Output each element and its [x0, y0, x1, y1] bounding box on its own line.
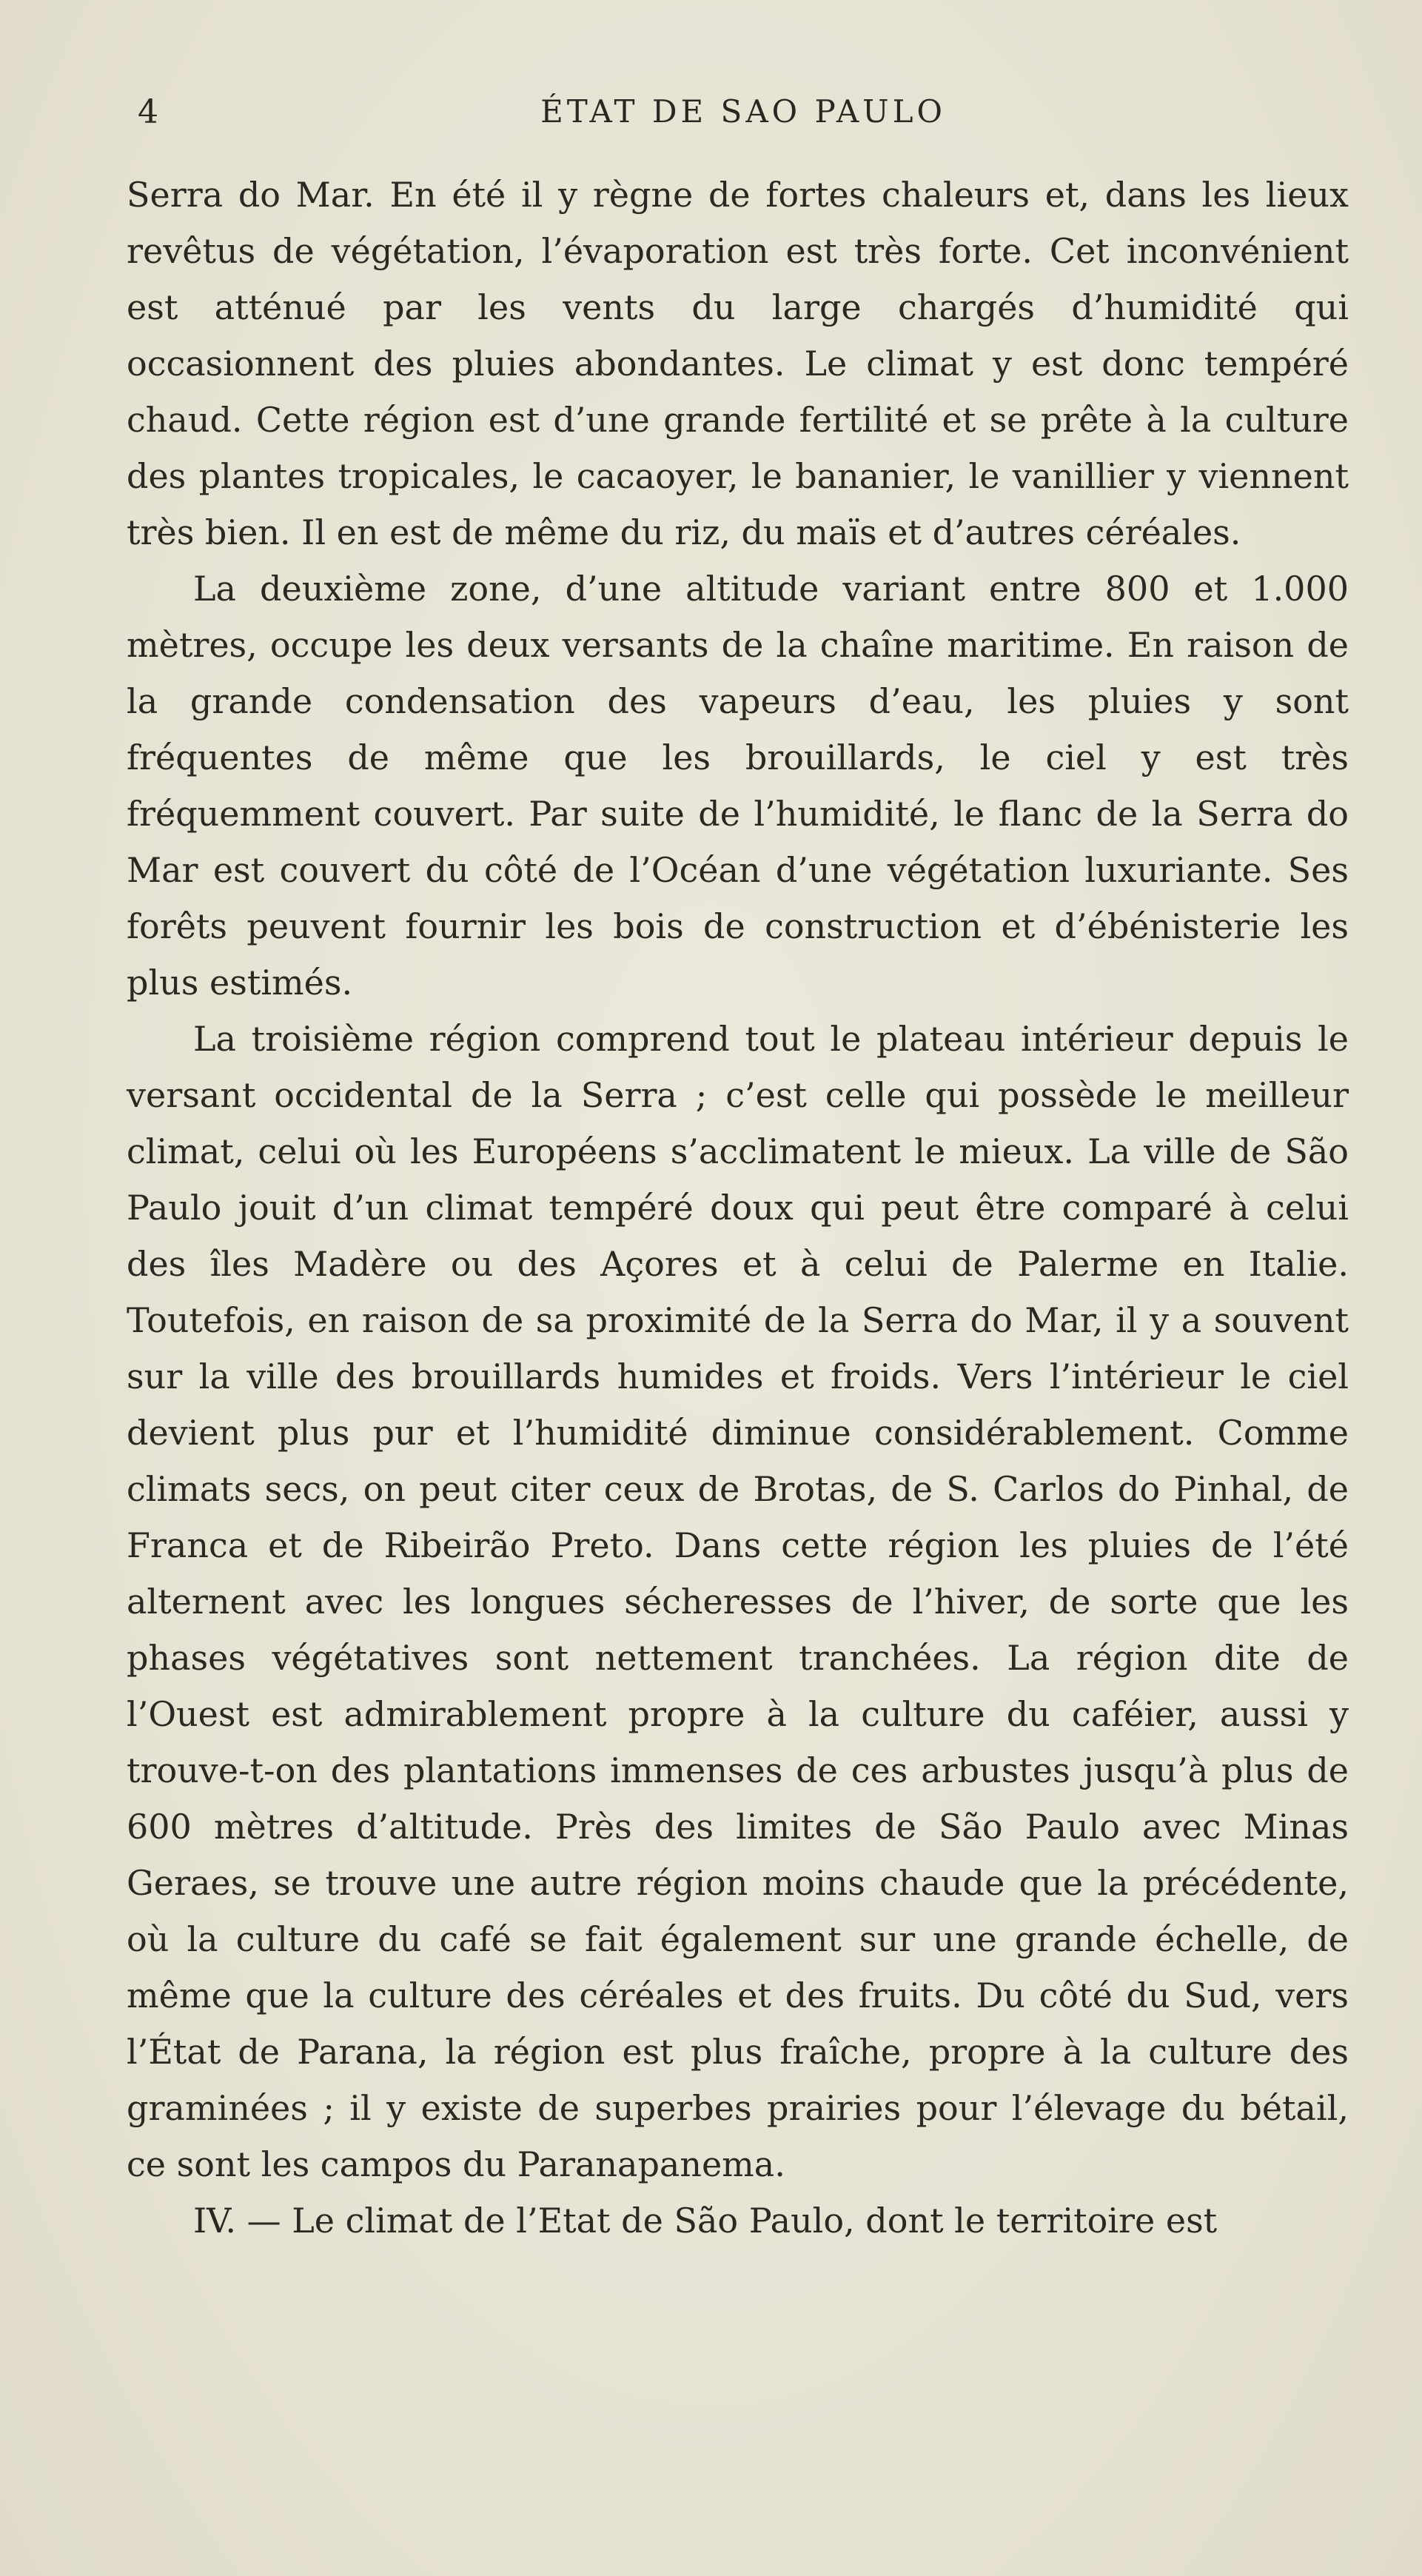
paragraph-1: Serra do Mar. En été il y règne de fortes chaleurs et, dans les lieux revêtus de végétation, l’évaporation est très forte. Cet inconvénient est atténué par les vents du large chargés d’humidité qui occasionnent des pluies abondantes. Le climat y est donc tempéré chaud. Cette région est d’une grande fertilité et se prête à la culture des plantes tropicales, le cacaoyer, le bananier, le vanillier y viennent très bien. Il en est de même du riz, du maïs et d’autres céréales.	[127, 175, 1349, 552]
page-header	[138, 87, 1349, 147]
paragraph-3: La troisième région comprend tout le plateau intérieur depuis le versant occidental de la Serra ; c’est celle qui possède le meilleur climat, celui où les Européens s’acclimatent le mieux. La ville de São Paulo jouit d’un climat tempéré doux qui peut être comparé à celui des îles Madère ou des Açores et à celui de Palerme en Italie. Toutefois, en raison de sa proximité de la Serra do Mar, il y a souvent sur la ville des brouillards humides et froids. Vers l’intérieur le ciel devient plus pur et l’humidité diminue considérablement. Comme climats secs, on peut citer ceux de Brotas, de S. Carlos do Pinhal, de Franca et de Ribeirão Preto. Dans cette région les pluies de l’été alternent avec les longues sécheresses de l’hiver, de sorte que les phases végétatives sont nettement tranchées. La région dite de l’Ouest est admirablement propre à la culture du caféier, aussi y trouve-t-on des plantations immenses de ces arbustes jusqu’à plus de 600 mètres d’altitude. Près des limites de São Paulo avec Minas Geraes, se trouve une autre région moins chaude que la précédente, où la culture du café se fait également sur une grande échelle, de même que la culture des céréales et des fruits. Du côté du Sud, vers l’État de Parana, la région est plus fraîche, propre à la culture des graminées ; il y existe de superbes prairies pour l’élevage du bétail, ce sont les campos du Paranapanema.	[127, 1019, 1349, 2184]
paragraph-2: La deuxième zone, d’une altitude variant entre 800 et 1.000 mètres, occupe les deux versants de la chaîne maritime. En raison de la grande condensation des vapeurs d’eau, les pluies y sont fréquentes de même que les brouillards, le ciel y est très fréquemment couvert. Par suite de l’humidité, le flanc de la Serra do Mar est couvert du côté de l’Océan d’une végétation luxuriante. Ses forêts peuvent fournir les bois de construction et d’ébénisterie les plus estimés.	[127, 569, 1349, 1003]
paragraph-4: IV. — Le climat de l’Etat de São Paulo, dont le territoire est	[193, 2201, 1218, 2241]
running-title: ÉTAT DE SAO PAULO	[540, 93, 946, 130]
page-number: 4	[138, 93, 158, 131]
body-text	[127, 167, 1349, 2249]
